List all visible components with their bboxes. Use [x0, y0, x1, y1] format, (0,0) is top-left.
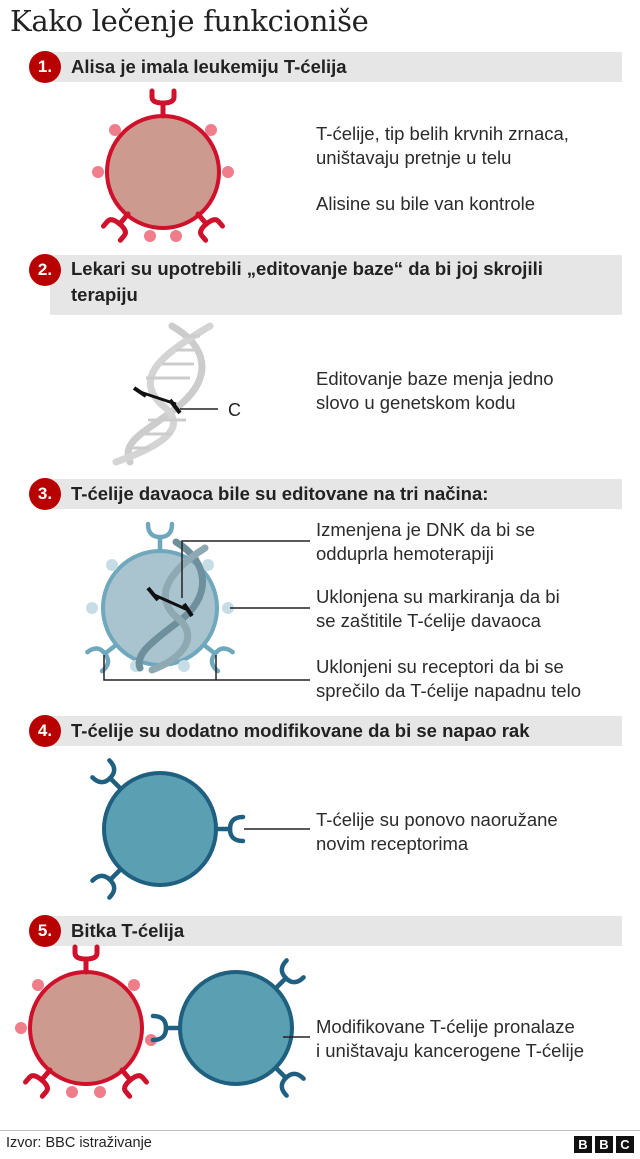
dna-helix-icon [116, 326, 218, 462]
step-1-number: 1. [29, 51, 61, 83]
step-1-title: Alisa je imala leukemiju T-ćelija [71, 56, 347, 77]
step-3-item-1-line-2: odduprla hemoterapiji [316, 543, 494, 564]
step-2-desc-line-2: slovo u genetskom kodu [316, 392, 516, 413]
step-3-item-3-line-2: sprečilo da T-ćelije napadnu telo [316, 680, 581, 701]
step-2-number: 2. [29, 254, 61, 286]
modified-t-cell-icon [92, 760, 310, 897]
footer-divider [0, 1130, 640, 1131]
step-3-item-1 [316, 518, 535, 566]
step-3-item-2 [316, 585, 560, 633]
bbc-logo-letter-3: C [616, 1136, 634, 1153]
source-note: Izvor: BBC istraživanje [6, 1135, 152, 1151]
step-3-title: T-ćelije davaoca bile su editovane na tri načina: [71, 483, 489, 504]
step-5-title: Bitka T-ćelija [71, 920, 185, 941]
step-5-desc-line-1: Modifikovane T-ćelije pronalaze [316, 1016, 575, 1037]
cancer-cell-icon [92, 91, 234, 242]
step-4-title: T-ćelije su dodatno modifikovane da bi se napao rak [71, 720, 530, 741]
step-4-desc-line-2: novim receptorima [316, 833, 469, 854]
battle-cancer-cell-icon [15, 947, 157, 1098]
step-3-item-2-line-2: se zaštitile T-ćelije davaoca [316, 610, 541, 631]
battle-t-cell-icon [153, 960, 310, 1095]
step-2-title-line-1: Lekari su upotrebili „editovanje baze“ da bi joj skrojili [71, 258, 543, 279]
step-1-desc-a-line-2: uništavaju pretnje u telu [316, 147, 512, 168]
step-3-number: 3. [29, 478, 61, 510]
step-5-desc-line-2: i uništavaju kancerogene T-ćelije [316, 1040, 585, 1061]
step-4-number: 4. [29, 715, 61, 747]
step-3-item-3 [316, 655, 581, 703]
step-4-desc [316, 808, 558, 856]
step-1-desc-a [316, 122, 569, 170]
step-3-item-2-line-1: Uklonjena su markiranja da bi [316, 586, 560, 607]
step-1-desc-b [316, 192, 535, 216]
bbc-logo [574, 1136, 634, 1153]
donor-cell-icon [86, 524, 310, 680]
step-3-item-3-line-1: Uklonjeni su receptori da bi se [316, 656, 564, 677]
bbc-logo-letter-1: B [574, 1136, 592, 1153]
step-1-desc-b-line-1: Alisine su bile van kontrole [316, 193, 536, 214]
step-2-title-line-2: terapiju [71, 284, 138, 305]
step-2-desc-line-1: Editovanje baze menja jedno [316, 368, 554, 389]
bbc-logo-letter-2: B [595, 1136, 613, 1153]
step-4-desc-line-1: T-ćelije su ponovo naoružane [316, 809, 558, 830]
step-5-number: 5. [29, 915, 61, 947]
dna-letter-label: C [228, 400, 241, 420]
step-1-desc-a-line-1: T-ćelije, tip belih krvnih zrnaca, [316, 123, 569, 144]
step-5-desc [316, 1015, 584, 1063]
step-2-desc [316, 367, 554, 415]
step-3-item-1-line-1: Izmenjena je DNK da bi se [316, 519, 536, 540]
page-title: Kako lečenje funkcioniše [10, 4, 369, 38]
